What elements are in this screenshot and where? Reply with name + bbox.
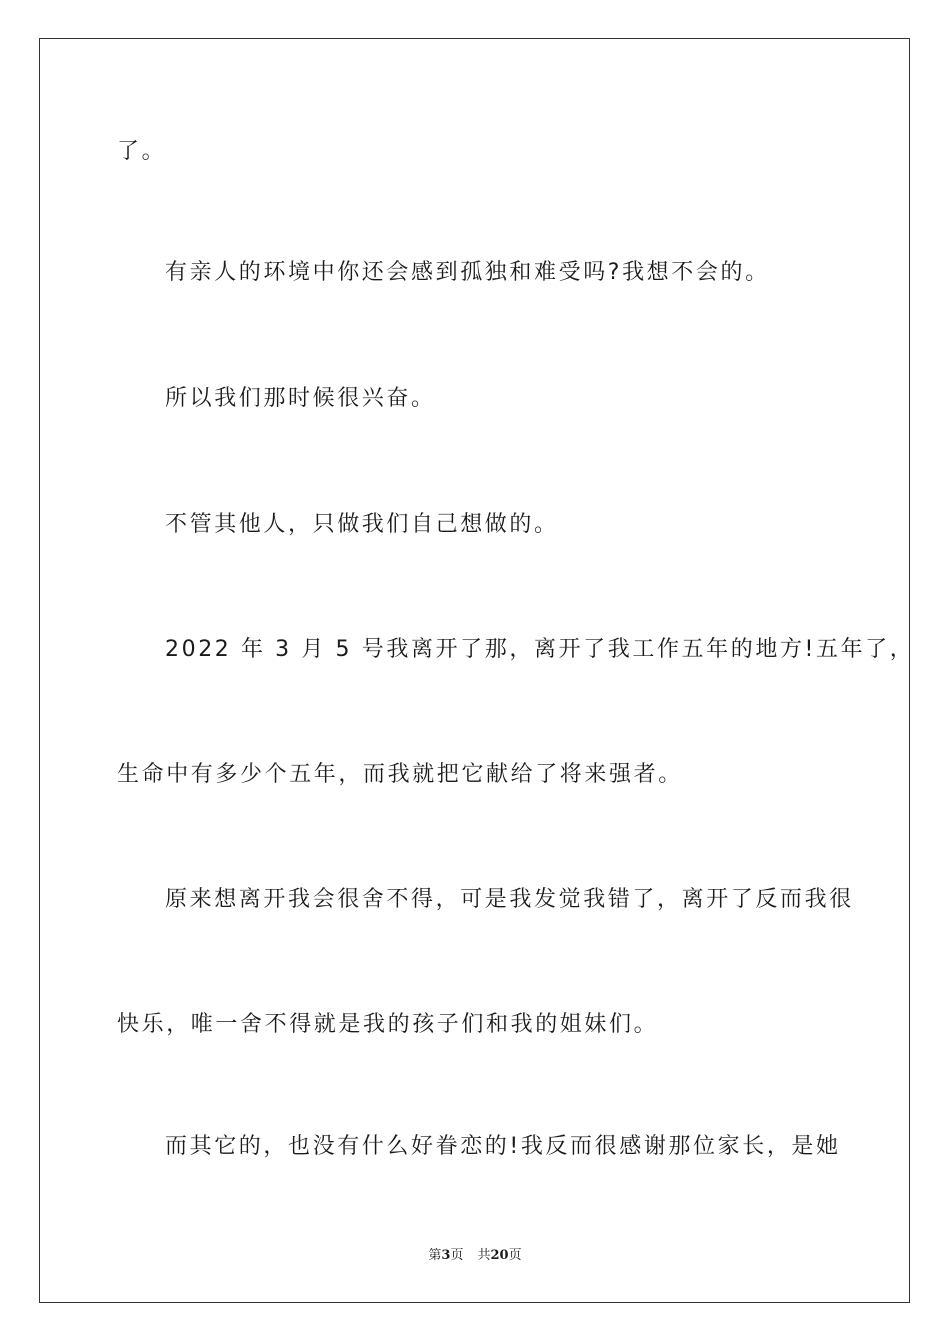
total-pages: 20 [490,1248,509,1263]
text-line-8: 快乐，唯一舍不得就是我的孩子们和我的姐妹们。 [117,1012,659,1037]
page-border [39,38,910,1303]
total-label-suffix: 页 [508,1248,522,1263]
text-line-5: 2022 年 3 月 5 号我离开了那，离开了我工作五年的地方!五年了， [165,637,915,662]
total-label-prefix: 共 [477,1248,491,1263]
page-footer [0,1247,950,1265]
text-line-7: 原来想离开我会很舍不得，可是我发觉我错了，离开了反而我很 [165,887,854,912]
page-label-prefix: 第 [428,1248,442,1263]
page-number: 3 [441,1248,451,1263]
page-label-suffix: 页 [450,1248,464,1263]
text-line-1: 了。 [117,139,167,164]
text-line-9: 而其它的，也没有什么好眷恋的!我反而很感谢那位家长，是她 [165,1134,841,1159]
text-line-6: 生命中有多少个五年，而我就把它献给了将来强者。 [117,762,683,787]
text-line-4: 不管其他人，只做我们自己想做的。 [165,512,559,537]
text-line-2: 有亲人的环境中你还会感到孤独和难受吗?我想不会的。 [165,260,770,285]
text-line-3: 所以我们那时候很兴奋。 [165,386,436,411]
